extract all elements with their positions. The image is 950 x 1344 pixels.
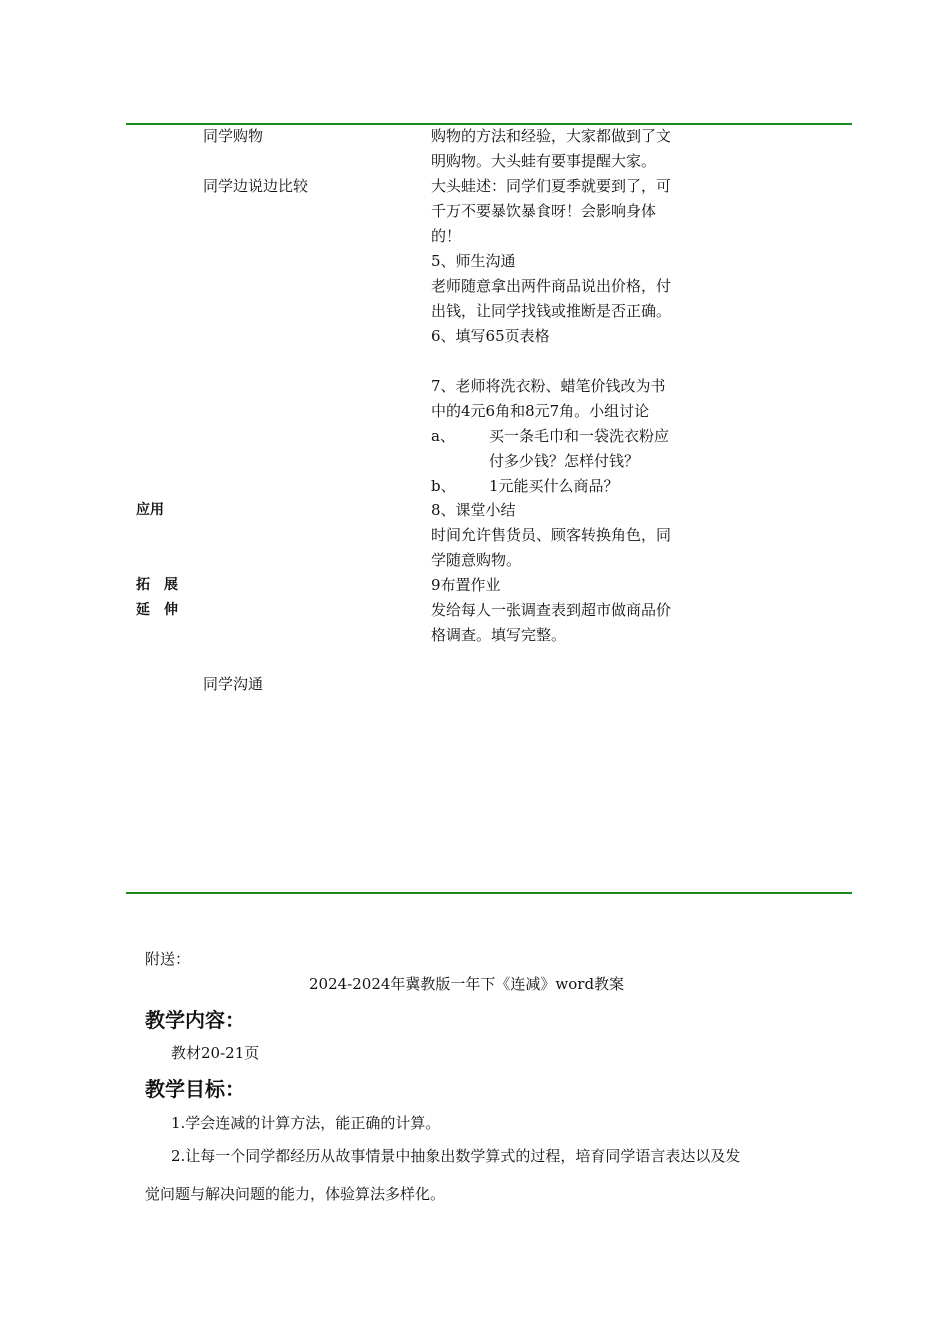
- teaching-content-text: 教材20-21页: [171, 1044, 260, 1062]
- teacher-text-line: 出钱，让同学找钱或推断是否正确。: [431, 302, 672, 320]
- teacher-text-line: 买一条毛巾和一袋洗衣粉应: [489, 427, 670, 445]
- teacher-text-line: 付多少钱？怎样付钱？: [489, 452, 640, 470]
- teacher-text-line: 千万不要暴饮暴食呀！会影响身体: [431, 202, 657, 220]
- teacher-text-line: 1元能买什么商品？: [489, 477, 619, 495]
- row-label-expand-1: 拓 展: [136, 577, 178, 593]
- heading-teaching-content: 教学内容：: [145, 1008, 245, 1032]
- appendix-title: 2024-2024年冀教版一年下《连减》word教案: [309, 975, 625, 993]
- teacher-text-line: 8、课堂小结: [431, 501, 516, 519]
- teacher-text-line: 时间允许售货员、顾客转换角色，同: [431, 526, 672, 544]
- teacher-text-line: 老师随意拿出两件商品说出价格，付: [431, 277, 672, 295]
- goal-item-1: 1.学会连减的计算方法，能正确的计算。: [171, 1114, 441, 1132]
- teacher-text-line: 的！: [431, 227, 462, 245]
- heading-teaching-goals: 教学目标：: [145, 1077, 245, 1101]
- teacher-text-line: 购物的方法和经验，大家都做到了文: [431, 127, 672, 145]
- teacher-text-line: 学随意购物。: [431, 551, 522, 569]
- teacher-text-line: 发给每人一张调查表到超市做商品价: [431, 601, 672, 619]
- teacher-text-line: 中的4元6角和8元7角。小组讨论: [431, 402, 650, 420]
- teacher-text-line: 明购物。大头蛙有要事提醒大家。: [431, 152, 657, 170]
- student-activity-compare: 同学边说边比较: [203, 177, 309, 195]
- teacher-text-line: 6、填写65页表格: [431, 327, 550, 345]
- goal-item-2: 2.让每一个同学都经历从故事情景中抽象出数学算式的过程，培育同学语言表达以及发: [171, 1147, 741, 1165]
- row-label-expand-2: 延 伸: [136, 602, 178, 618]
- teacher-text-line: 大头蛙述：同学们夏季就要到了，可: [431, 177, 672, 195]
- row-label-apply: 应用: [136, 502, 164, 518]
- table-bottom-rule: [126, 892, 852, 894]
- student-activity-shopping: 同学购物: [203, 127, 264, 145]
- appendix-label: 附送：: [145, 950, 191, 968]
- teacher-text-line: 9布置作业: [431, 576, 501, 594]
- list-marker-b: b、: [431, 477, 456, 495]
- student-activity-communicate: 同学沟通: [203, 675, 264, 693]
- teacher-text-line: 7、老师将洗衣粉、蜡笔价钱改为书: [431, 377, 666, 395]
- goal-item-2-cont: 觉问题与解决问题的能力，体验算法多样化。: [145, 1185, 446, 1203]
- teacher-text-line: 格调查。填写完整。: [431, 626, 567, 644]
- teacher-text-line: 5、师生沟通: [431, 252, 516, 270]
- list-marker-a: a、: [431, 427, 455, 445]
